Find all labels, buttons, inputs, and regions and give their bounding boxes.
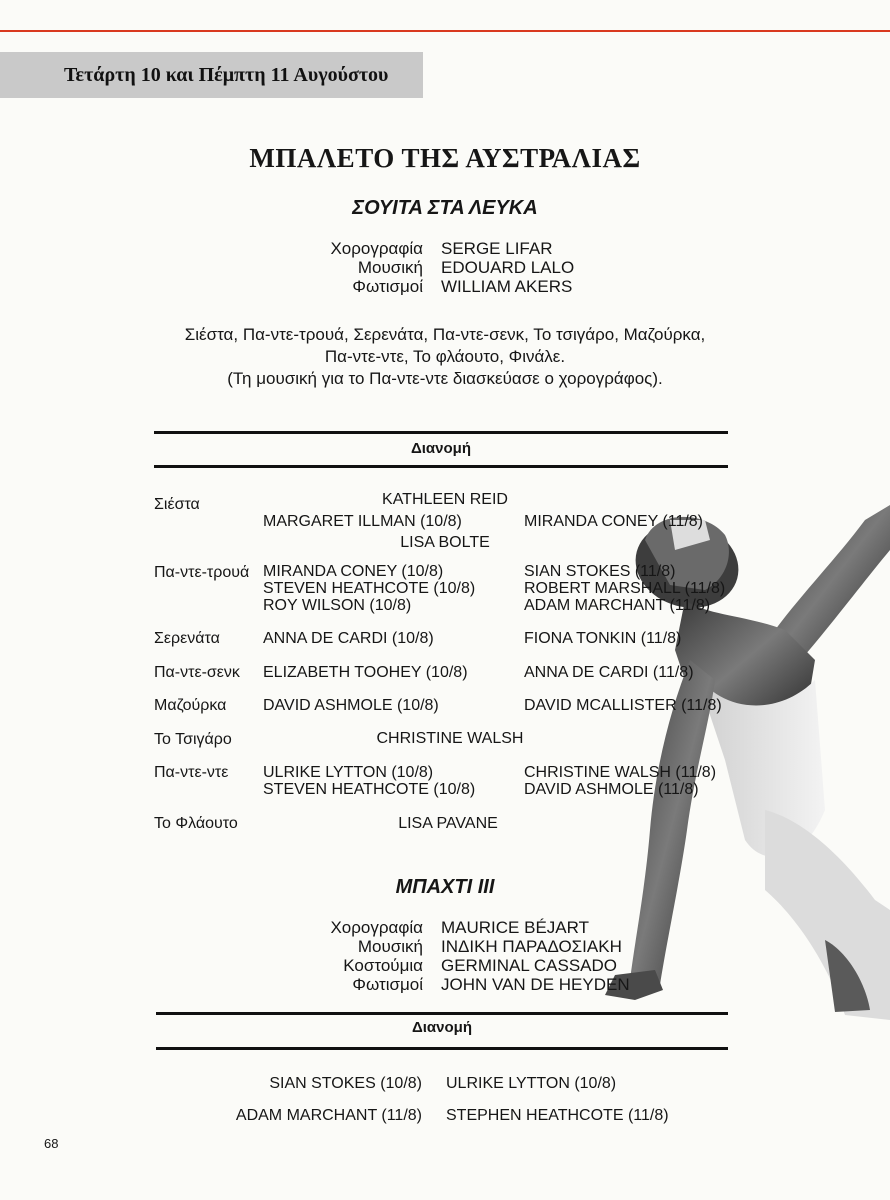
role-label-serenade: Σερενάτα [154,630,220,647]
cast-name: ADAM MARCHANT (11/8) [524,597,711,614]
cast2-heading: Διανομή [411,1019,472,1036]
credit-value-choreography: SERGE LIFAR [441,239,553,258]
credit-label-choreography-2: Χορογραφία [330,918,423,937]
cast-name: ROBERT MARSHALL (11/8) [524,580,726,597]
role-label-pas-de-trois: Πα-ντε-τρουά [154,564,250,581]
credit-value-music: EDOUARD LALO [441,258,575,277]
date-text: Τετάρτη 10 και Πέμπτη 11 Αυγούστου [64,63,389,86]
role-label-mazurka: Μαζούρκα [154,697,227,714]
movements-line-1: Σιέστα, Πα-ντε-τρουά, Σερενάτα, Πα-ντε-σενκ, Το τσιγάρο, Μαζούρκα, [184,325,706,344]
credit-label-lighting-2: Φωτισμοί [352,975,423,994]
role-label-flute: Το Φλάουτο [154,815,238,832]
cast-pas-de-cinq-left: ELIZABETH TOOHEY (10/8) [263,664,468,681]
credit-value-choreography-2: MAURICE BÉJART [441,918,589,937]
cast-cigarette-center: CHRISTINE WALSH [376,730,524,747]
movements-list [0,324,890,390]
cast-name: ULRIKE LYTTON (10/8) [263,764,434,781]
cast-name: DAVID ASHMOLE (11/8) [524,781,699,798]
credit-value-lighting: WILLIAM AKERS [441,277,573,296]
credit-label-music: Μουσική [357,258,423,277]
page-number: 68 [44,1136,59,1151]
credit-value-costumes-2: GERMINAL CASSADO [441,956,618,975]
cast-name: STEVEN HEATHCOTE (10/8) [263,781,476,798]
credit-value-lighting-2: JOHN VAN DE HEYDEN [441,975,630,994]
role-label-siesta: Σιέστα [154,496,200,513]
cast-name: STEVEN HEATHCOTE (10/8) [263,580,476,597]
cast2-rule-bottom [156,1047,728,1050]
cast-pas-de-deux-right [524,764,716,798]
cast2-rule-top [156,1012,728,1015]
cast-pas-de-cinq-right: ANNA DE CARDI (11/8) [524,664,694,681]
movements-line-2: Πα-ντε-ντε, Το φλάουτο, Φινάλε. [324,347,566,366]
cast-siesta-center-top: KATHLEEN REID [382,491,508,508]
date-banner [0,52,423,98]
cast-name: MIRANDA CONEY (10/8) [263,563,444,580]
cast-mazurka-left: DAVID ASHMOLE (10/8) [263,697,439,714]
cast-siesta-left: MARGARET ILLMAN (10/8) [263,513,462,530]
cast-serenade-left: ANNA DE CARDI (10/8) [263,630,434,647]
role-label-cigarette: Το Τσιγάρο [154,731,232,748]
company-title: ΜΠΑΛΕΤΟ ΤΗΣ ΑΥΣΤΡΑΛΙΑΣ [249,143,641,173]
role-label-pas-de-cinq: Πα-ντε-σενκ [154,664,240,681]
cast-siesta-right: MIRANDA CONEY (11/8) [524,513,704,530]
cast-mazurka-right: DAVID MCALLISTER (11/8) [524,697,722,714]
credit-label-costumes-2: Κοστούμια [343,956,423,975]
top-red-rule [0,30,890,32]
cast2-row2-left: ADAM MARCHANT (11/8) [235,1107,422,1124]
cast-pas-de-deux-left [263,764,475,798]
cast-rule-top [154,431,728,434]
cast2-row1-right: ULRIKE LYTTON (10/8) [446,1075,617,1092]
cast2-row2-right: STEPHEN HEATHCOTE (11/8) [446,1107,669,1124]
cast2-row1-left: SIAN STOKES (10/8) [269,1075,422,1092]
movements-line-3: (Τη μουσική για το Πα-ντε-ντε διασκεύασε ο χορογράφος). [227,369,663,388]
credit-label-music-2: Μουσική [357,937,423,956]
work2-title: ΜΠΑΧΤΙ III [395,876,495,898]
credit-value-music-2: ΙΝΔΙΚΗ ΠΑΡΑΔΟΣΙΑΚΗ [441,937,622,956]
role-label-pas-de-deux: Πα-ντε-ντε [154,764,229,781]
cast-serenade-right: FIONA TONKIN (11/8) [524,630,682,647]
work1-title: ΣΟΥΙΤΑ ΣΤΑ ΛΕΥΚΑ [352,197,538,219]
cast-name: ROY WILSON (10/8) [263,597,412,614]
credit-label-choreography: Χορογραφία [330,239,423,258]
cast-pas-de-trois-left [263,563,475,614]
cast-name: SIAN STOKES (11/8) [524,563,676,580]
cast-rule-bottom [154,465,728,468]
cast-pas-de-trois-right [524,563,725,614]
cast-siesta-center-bottom: LISA BOLTE [400,534,490,551]
cast-heading: Διανομή [410,440,471,457]
cast-flute-center: LISA PAVANE [398,815,498,832]
cast-name: CHRISTINE WALSH (11/8) [524,764,717,781]
credit-label-lighting: Φωτισμοί [352,277,423,296]
